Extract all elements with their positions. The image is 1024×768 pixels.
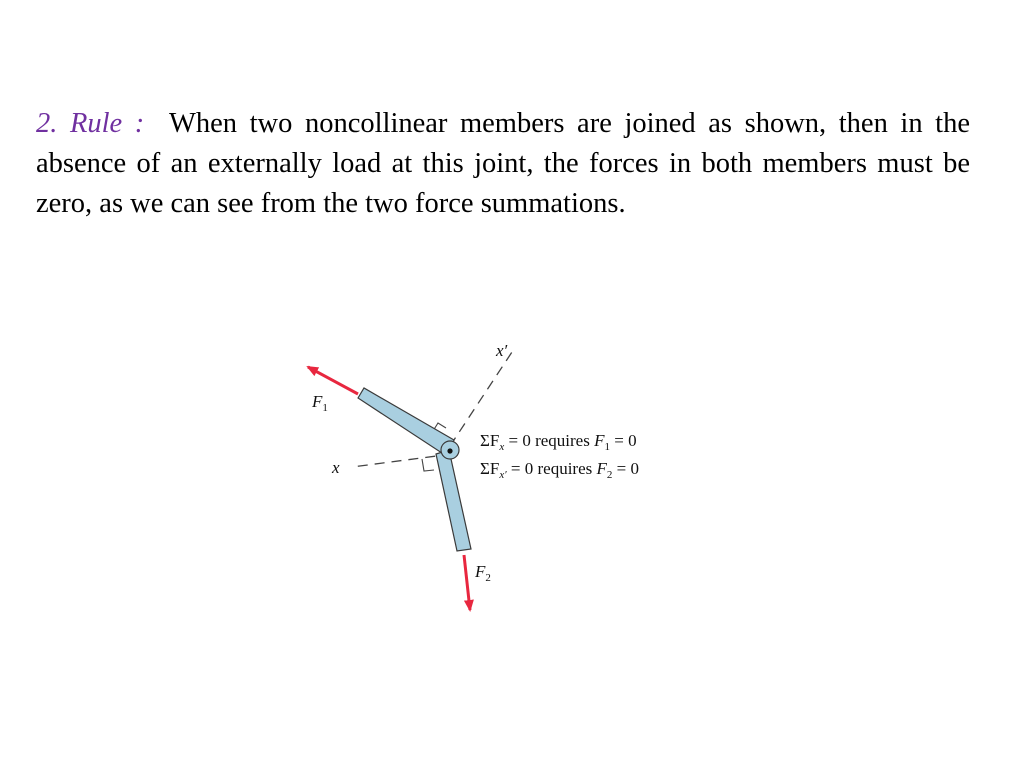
force-2-arrow — [464, 555, 470, 610]
rule-paragraph — [36, 104, 970, 224]
equation-sum-fx-prime: $\Sigma F_{x'} = 0$ requires $F_2 = 0$ — [480, 459, 639, 481]
rule-text: When two noncollinear members are joined as shown, then in the absence of an externally load at this joint, the forces in both members must be zero, as we can see from the two force summations. — [36, 108, 970, 219]
equation-sum-fx: $\Sigma F_x = 0$ requires $F_1 = 0$ — [480, 431, 637, 453]
right-angle-marker-lower — [422, 459, 434, 471]
x-axis-label: x — [332, 458, 340, 477]
force-1-label: $F_1$ — [312, 392, 328, 414]
force-2-label: $F_2$ — [475, 562, 491, 584]
force-1-arrow — [308, 367, 358, 394]
x-prime-axis-label: x′ — [496, 341, 508, 360]
joint-pin — [447, 448, 452, 453]
member-2 — [436, 450, 471, 551]
rule-label: 2. Rule : — [36, 108, 145, 139]
two-member-joint-figure — [290, 330, 710, 630]
member-1 — [358, 388, 454, 457]
